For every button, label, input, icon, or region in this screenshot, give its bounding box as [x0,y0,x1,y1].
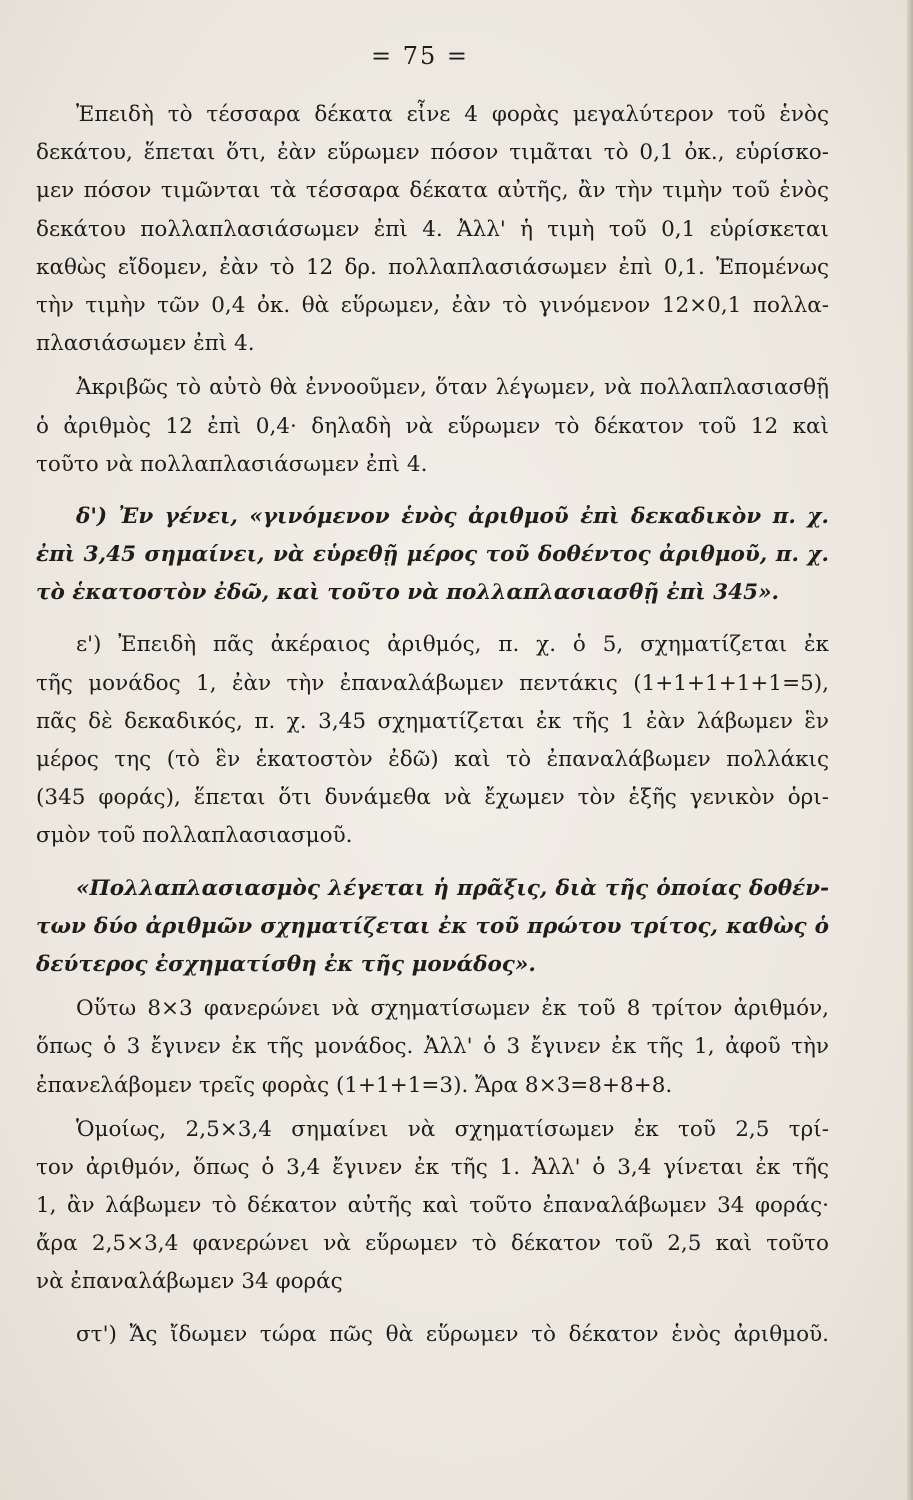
text-line: καθὼς εἴδομεν, ἐὰν τὸ 12 δρ. πολλαπλασιάσωμεν ἐπὶ 0,1. Ἑπομένως [36,254,829,280]
paragraph-gap [36,612,829,626]
text-line: πᾶς δὲ δεκαδικός, π. χ. 3,45 σχηματίζεται ἐκ τῆς 1 ἐὰν λάβωμεν ἓν [36,708,829,734]
text-line: ἄρα 2,5×3,4 φανερώνει νὰ εὕρωμεν τὸ δέκατον τοῦ 2,5 καὶ τοῦτο [36,1231,829,1257]
text-line: ἐπανελάβομεν τρεῖς φορὰς (1+1+1=3). Ἄρα 8×3=8+8+8. [36,1072,673,1098]
text-line: τῆς μονάδος 1, ἐὰν τὴν ἐπαναλάβωμεν πεντάκις (1+1+1+1+1=5), [36,670,829,696]
text-line: μεν πόσον τιμῶνται τὰ τέσσαρα δέκατα αὐτῆς, ἂν τὴν τιμὴν τοῦ ἑνὸς [36,178,829,204]
page-spine-edge [907,0,913,1500]
paragraph-gap [36,484,829,498]
text-line: Ἐπειδὴ τὸ τέσσαρα δέκατα εἶνε 4 φορὰς μεγαλύτερον τοῦ ἑνὸς [76,102,829,127]
text-line: των δύο ἀριθμῶν σχηματίζεται ἐκ τοῦ πρώτου τρίτος, καθὼς ὁ [36,913,829,939]
text-line: δεκάτου, ἕπεται ὅτι, ἐὰν εὕρωμεν πόσον τιμᾶται τὸ 0,1 ὀκ., εὑρίσκο- [36,140,829,166]
text-line: τὴν τιμὴν τῶν 0,4 ὀκ. θὰ εὕρωμεν, ἐὰν τὸ γινόμενον 12×0,1 πολλα- [36,292,829,318]
text-line: τον ἀριθμόν, ὅπως ὁ 3,4 ἔγινεν ἐκ τῆς 1. Ἀλλ' ὁ 3,4 γίνεται ἐκ τῆς [36,1154,829,1180]
paragraph-gap [36,1302,829,1316]
text-line: νὰ ἐπαναλάβωμεν 34 φοράς [36,1269,343,1295]
paragraph-gap [36,856,829,870]
text-line: δεκάτου πολλαπλασιάσωμεν ἐπὶ 4. Ἀλλ' ἡ τιμὴ τοῦ 0,1 εὑρίσκεται [36,216,829,242]
text-line: ε') Ἐπειδὴ πᾶς ἀκέραιος ἀριθμός, π. χ. ὁ 5, σχηματίζεται ἐκ [76,632,829,658]
text-line: πλασιάσωμεν ἐπὶ 4. [36,331,255,357]
text-line: στ') Ἄς ἴδωμεν τώρα πῶς θὰ εὕρωμεν τὸ δέκατον ἑνὸς ἀριθμοῦ. [76,1321,829,1347]
text-line: ἐπὶ 3,45 σημαίνει, νὰ εὑρεθῇ μέρος τοῦ δοθέντος ἀριθμοῦ, π. χ. [36,542,829,568]
text-line: δεύτερος ἐσχηματίσθη ἐκ τῆς μονάδος». [36,951,536,977]
page-number: = 75 = [370,42,469,70]
text-line: μέρος της (τὸ ἓν ἑκατοστὸν ἐδῶ) καὶ τὸ ἐπαναλάβωμεν πολλάκις [36,747,829,772]
body-text [36,96,829,1354]
text-line: ὅπως ὁ 3 ἔγινεν ἐκ τῆς μονάδος. Ἀλλ' ὁ 3 ἔγινεν ἐκ τῆς 1, ἀφοῦ τὴν [36,1034,829,1060]
text-line: τοῦτο νὰ πολλαπλασιάσωμεν ἐπὶ 4. [36,451,428,477]
text-line: 1, ἂν λάβωμεν τὸ δέκατον αὐτῆς καὶ τοῦτο ἐπαναλάβωμεν 34 φοράς· [36,1193,829,1219]
text-line: δ') Ἐν γένει, «γινόμενον ἑνὸς ἀριθμοῦ ἐπὶ δεκαδικὸν π. χ. [76,503,829,529]
text-line: «Πολλαπλασιασμὸς λέγεται ἡ πρᾶξις, διὰ τῆς ὁποίας δοθέν- [76,875,829,901]
text-line: (345 φοράς), ἕπεται ὅτι δυνάμεθα νὰ ἔχωμεν τὸν ἑξῆς γενικὸν ὁρι- [36,785,829,811]
text-line: τὸ ἑκατοστὸν ἐδῶ, καὶ τοῦτο νὰ πολλαπλασιασθῇ ἐπὶ 345». [36,580,779,606]
text-line: Ἀκριβῶς τὸ αὐτὸ θὰ ἐννοοῦμεν, ὅταν λέγωμεν, νὰ πολλαπλασιασθῇ [76,375,829,401]
text-line: σμὸν τοῦ πολλαπλασιασμοῦ. [36,823,353,849]
text-line: Οὕτω 8×3 φανερώνει νὰ σχηματίσωμεν ἐκ τοῦ 8 τρίτον ἀριθμόν, [76,996,829,1022]
text-line: ὁ ἀριθμὸς 12 ἐπὶ 0,4· δηλαδὴ νὰ εὕρωμεν τὸ δέκατον τοῦ 12 καὶ [36,413,829,439]
text-line: Ὁμοίως, 2,5×3,4 σημαίνει νὰ σχηματίσωμεν ἐκ τοῦ 2,5 τρί- [76,1116,829,1142]
